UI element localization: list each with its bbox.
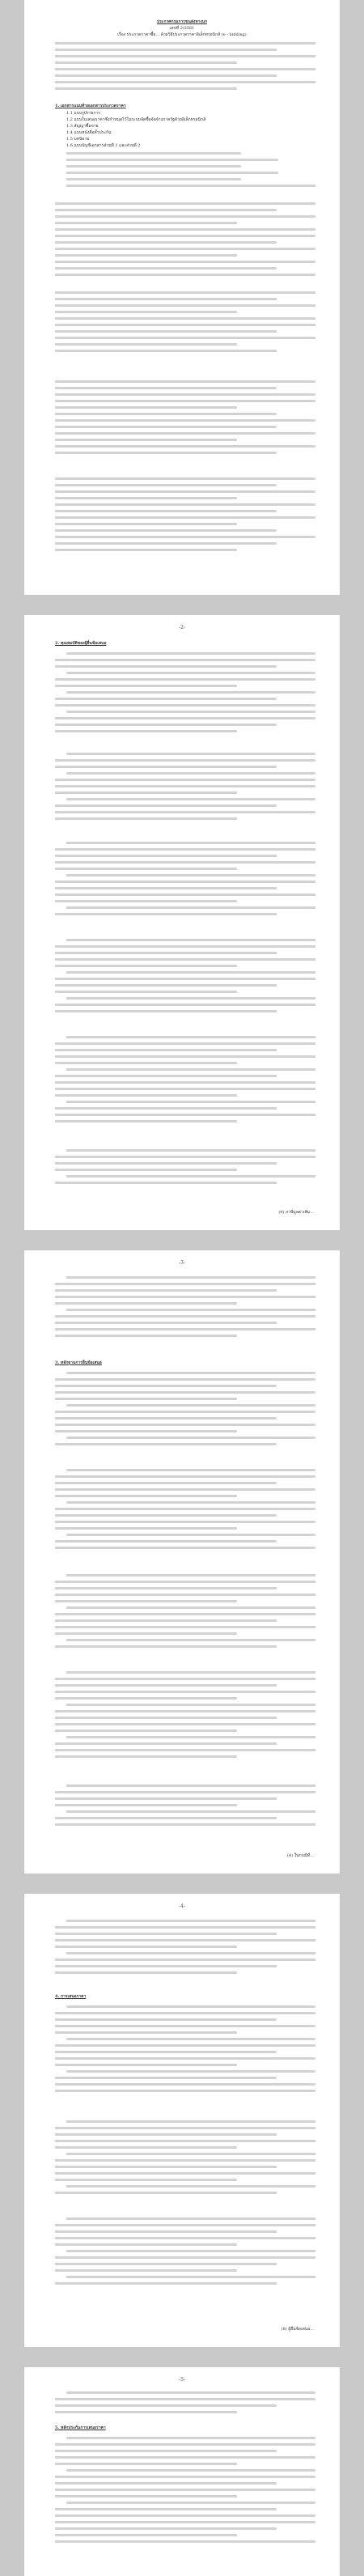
body-paragraph	[55, 1469, 315, 1553]
section-list	[66, 152, 315, 191]
page-number: -4-	[179, 1903, 185, 1909]
body-paragraph	[55, 2120, 315, 2198]
body-paragraph	[55, 1920, 315, 1978]
page-number: -5-	[179, 2377, 185, 2383]
body-paragraph	[55, 2005, 315, 2096]
body-paragraph	[55, 291, 315, 356]
body-paragraph	[55, 1574, 315, 1652]
section-1-title: 1. เอกสารแนบท้ายเอกสารประกวดราคา	[55, 104, 126, 108]
section-item: 1.1 แบบรูปรายการ	[66, 111, 100, 116]
body-paragraph	[55, 1671, 315, 1762]
page-number: -2-	[179, 625, 185, 630]
body-paragraph	[55, 753, 315, 824]
body-paragraph	[55, 2217, 315, 2289]
section-4-title: 4. การเสนอราคา	[55, 1994, 87, 1999]
document-page-4	[24, 1894, 340, 2347]
section-item: 1.4 แบบหนังสือค้ำประกัน	[66, 130, 112, 135]
title-line: เรื่อง ประกวดราคาซื้อ... ด้วยวิธีประกวดราคาอิเล็กทรอนิกส์ (e - bidding)	[117, 32, 247, 37]
section-item: 1.6 แบบบัญชีเอกสารส่วนที่ 1 และส่วนที่ 2	[66, 143, 141, 148]
intro-paragraph	[55, 42, 315, 94]
body-paragraph	[55, 1785, 315, 1830]
body-paragraph	[55, 1372, 315, 1449]
page-continuation-note: (8) ผู้ยื่นข้อเสนอ...	[281, 2327, 314, 2332]
section-3-title: 3. หลักฐานการยื่นข้อเสนอ	[55, 1360, 102, 1365]
section-2-title: 2. คุณสมบัติของผู้ยื่นข้อเสนอ	[55, 641, 107, 646]
page-continuation-note: (4) ภาษีมูลค่าเพิ่ม...	[278, 1210, 314, 1215]
page-heading: ประกาศกรมการขนส่งทางบก	[156, 19, 208, 24]
document-page-1	[24, 0, 340, 595]
body-paragraph	[55, 842, 315, 919]
body-paragraph	[55, 652, 315, 736]
section-item: 1.3 สัญญาซื้อขาย	[66, 124, 99, 129]
doc-number: เลขที่ 2/2561	[169, 26, 195, 31]
body-paragraph	[55, 2437, 315, 2547]
section-item: 1.5 บทนิยาม	[66, 137, 90, 142]
body-paragraph	[55, 1036, 315, 1127]
document-page-5	[24, 2367, 340, 2576]
section-5-title: 5. หลักประกันการเสนอราคา	[55, 2425, 106, 2430]
body-paragraph	[55, 939, 315, 1016]
section-item: 1.2 แบบใบเสนอราคาซึ่งกำหนดไว้ในระบบจัดซื้อจัดจ้างภาครัฐด้วยอิเล็กทรอนิกส์	[66, 117, 206, 122]
body-paragraph	[55, 1149, 315, 1188]
page-number: -3-	[179, 1260, 185, 1266]
body-paragraph	[55, 2391, 315, 2417]
body-paragraph	[55, 380, 315, 458]
body-paragraph	[55, 202, 315, 280]
document-page-3	[24, 1250, 340, 1874]
page-continuation-note: (4) ในกรณีที่...	[287, 1853, 314, 1858]
body-paragraph	[55, 1276, 315, 1341]
document-page-2	[24, 615, 340, 1230]
body-paragraph	[55, 477, 315, 555]
